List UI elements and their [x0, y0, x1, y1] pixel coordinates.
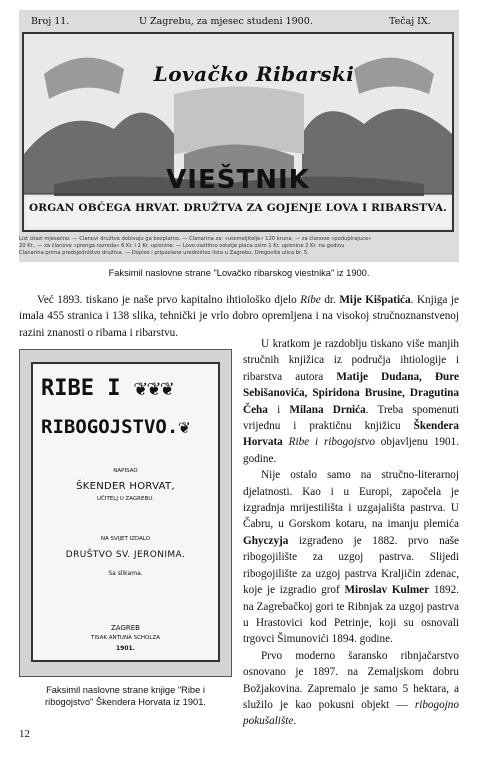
bold-run: Mije Kišpatića — [339, 294, 411, 306]
masthead-organ-line: ORGAN OBĆEGA HRVAT. DRUŽTVA ZA GOJENJE LOVA I RIBARSTVA. — [28, 202, 448, 214]
cover-title-line1: RIBE I ❦❦❦ — [41, 376, 174, 401]
text-run: i — [267, 403, 290, 416]
masthead-title-line1: Lovačko Ribarski — [153, 62, 355, 86]
smallprint-line: List izlazi mjesečno. — Članovi družtva dobivaju ga bezplatno. — Članarina za: »utemeljitelje« 120 kruna, — za članove »podupirajuće« — [19, 236, 372, 242]
caption-line: Faksimil naslovne strane knjige "Ribe i — [46, 685, 205, 695]
paragraph-carp-farming — [243, 648, 459, 730]
cover-author: ŠKENDER HORVAT, — [76, 481, 175, 492]
right-column-text — [243, 336, 459, 730]
bold-run: Škendera Horvata — [243, 420, 459, 449]
text-run: . Treba spomenuti vrijednu i praktičnu knjižicu — [243, 403, 460, 433]
text-run: 1892. na Zagrebačkoj gori te Ribnjak za uzgoj pastrva u Hrastovici kod Petrinje, koji su osnovali trgovci Šimunovići 1894. godine. — [243, 584, 459, 646]
masthead-illustration-frame — [22, 32, 454, 232]
bold-run: Milana Drnića — [289, 403, 366, 416]
book-cover-facsimile — [19, 349, 232, 677]
caption-line: ribogojstvo" Škendera Horvata iz 1901. — [45, 697, 206, 707]
cover-city: ZAGREB — [111, 624, 140, 632]
paragraph-hatcheries — [243, 467, 459, 647]
text-run: . — [293, 715, 297, 728]
masthead-facsimile — [19, 10, 459, 262]
masthead-issue: Broj 11. — [31, 16, 70, 27]
smallprint-line: 20 Kr., — za članove »prenga razreda« 6 Kr. i 2 Kr. upisnine. — Lovo-zaštitno ostatje plaća osim 1 Kr. upisnine 2 Kr. na godinu — [19, 243, 345, 249]
cover-with-images: Sa slikama. — [108, 570, 143, 577]
cover-year: 1901. — [116, 645, 135, 652]
masthead-topline — [19, 16, 459, 30]
book-cover-page — [31, 362, 220, 662]
italic-run: Ribe i ribogojstvo — [288, 436, 375, 449]
masthead-volume: Tečaj IX. — [389, 16, 431, 27]
bold-run: Matije Dudana, Đure Sebišanovića, Spiridona Brusine, Dragutina Čeha — [243, 370, 459, 416]
text-run: izgrađeno je 1882. prvo naše ribogojilište za uzgoj pastrva. Slijedi ribogojilište za uzgoj pastrva Kraljičin zdenac, koje je izgradio grof — [243, 534, 459, 597]
cover-published-by-label: NA SVIJET IZDALO — [100, 536, 151, 542]
cover-printer: TISAK ANTUNA SCHOLZA — [91, 635, 160, 641]
text-run: Već 1893. tiskano je naše prvo kapitalno ihtiološko djelo — [37, 294, 301, 306]
masthead-title-line2: VIEŠTNIK — [166, 165, 310, 195]
masthead-smallprint — [19, 236, 459, 257]
smallprint-line: Članarina prima predsjedništvo družtva. — Dopise i priposlane uredništvo lista u Zagrebu, Dregovitá ulica br. 5. — [19, 250, 309, 256]
cover-publisher: DRUŠTVO SV. JERONIMA. — [65, 550, 186, 560]
masthead-date: U Zagrebu, za mjesec studeni 1900. — [139, 16, 313, 27]
text-run: dr. — [320, 294, 340, 306]
text-run: objavljenu 1901. godine. — [243, 436, 460, 465]
paragraph-booklets — [243, 336, 459, 467]
italic-run: ribogojno pokušalište — [243, 698, 459, 728]
text-run: Nije ostalo samo na stručno-literarnoj djelatnosti. Kao i u Europi, započela je izgradnja mrijestilišta i uzgajališta pastrva. U Čabru, u Gorskom kotaru, na imanju plemića — [243, 469, 459, 531]
text-run: Prvo moderno šaransko ribnjačarstvo osnovano je 1897. na Zemaljskom dobru Božjakovina. Zapremalo je samo 5 hektara, a služilo je kao pokusni objekt — — [243, 649, 459, 711]
paragraph-intro — [19, 292, 459, 341]
italic-run: Ribe — [300, 294, 321, 306]
caption-book-cover — [19, 684, 232, 708]
bold-run: Ghyczyja — [243, 534, 289, 547]
cover-napisao: NAPISAO — [113, 468, 138, 474]
page-number: 12 — [19, 728, 30, 740]
text-run: . Knjiga je imala 455 stranica i 138 slika, tehnički je vrlo dobro opremljena i na visokoj stručnoznanstvenoj razini znanosti o ribama i ribarstvu. — [19, 294, 459, 339]
bold-run: Miroslav Kulmer — [344, 584, 430, 597]
cover-title-line2: RIBOGOJSTVO.❦ — [41, 416, 190, 438]
text-run: U kratkom je razdoblju tiskano više manjih stručnih knjižica iz područja ihtiologije i ribarstva autora — [243, 338, 459, 383]
caption-masthead: Faksimil naslovne strane "Lovačko ribarskog viestnika" iz 1900. — [108, 268, 370, 278]
cover-author-role: UČITELJ U ZAGREBU. — [96, 496, 155, 502]
